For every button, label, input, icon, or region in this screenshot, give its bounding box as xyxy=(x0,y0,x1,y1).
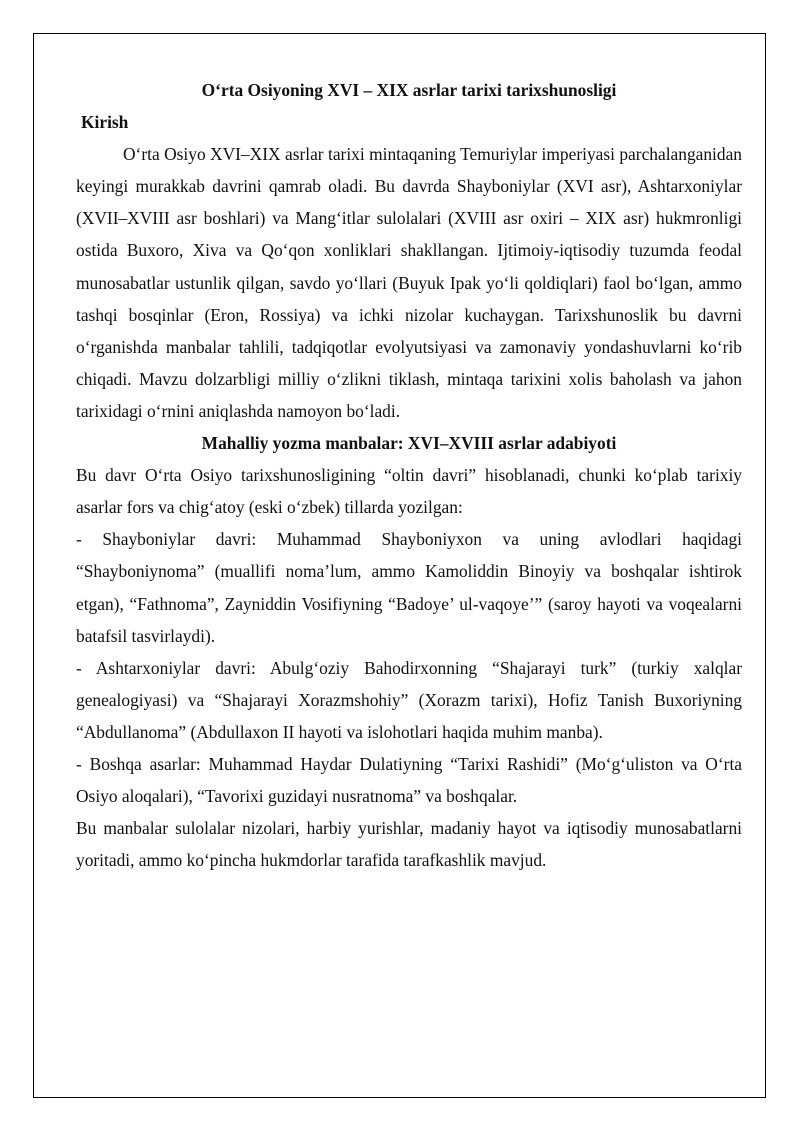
closing-paragraph: Bu manbalar sulolalar nizolari, harbiy yurishlar, madaniy hayot va iqtisodiy munosabatlarni yoritadi, ammo ko‘pincha hukmdorlar tarafida tarafkashlik mavjud. xyxy=(76,818,742,871)
document-title: O‘rta Osiyoning XVI – XIX asrlar tarixi tarixshunosligi xyxy=(201,80,617,100)
document-body xyxy=(76,74,742,876)
section-heading: Mahalliy yozma manbalar: XVI–XVIII asrlar adabiyoti xyxy=(201,433,617,454)
list-item-ashtarxoniylar: - Ashtarxoniylar davri: Abulg‘oziy Bahodirxonning “Shajarayi turk” (turkiy xalqlar genealogiyasi) va “Shajarayi Xorazmshohiy” (Xorazm tarixi), Hofiz Tanish Buxoriyning “Abdullanoma” (Abdullaxon II hayoti va islohotlari haqida muhim manba). xyxy=(76,657,742,742)
intro-heading: Kirish xyxy=(81,112,129,133)
list-item-shayboniylar: - Shayboniylar davri: Muhammad Shayboniyxon va uning avlodlari haqidagi “Shayboniynoma” (muallifi noma’lum, ammo Kamoliddin Binoyiy va boshqalar ishtirok etgan), “Fathnoma”, Zayniddin Vosifiyning “Badoye’ ul-vaqoye’” (saroy hayoti va voqealarni batafsil tasvirlaydi). xyxy=(76,529,742,646)
list-item-boshqa-asarlar: - Boshqa asarlar: Muhammad Haydar Dulatiyning “Tarixi Rashidi” (Mo‘g‘uliston va O‘rta Osiyo aloqalari), “Tavorixi guzidayi nusratnoma” va boshqalar. xyxy=(76,753,742,807)
section-intro-paragraph: Bu davr O‘rta Osiyo tarixshunosligining “oltin davri” hisoblanadi, chunki ko‘plab tarixiy asarlar fors va chig‘atoy (eski o‘zbek) tillarda yozilgan: xyxy=(76,465,742,518)
intro-paragraph: O‘rta Osiyo XVI–XIX asrlar tarixi mintaqaning Temuriylar imperiyasi parchalanganidan keyingi murakkab davrini qamrab oladi. Bu davrda Shayboniylar (XVI asr), Ashtarxoniylar (XVII–XVIII asr boshlari) va Mang‘itlar sulolalari (XVIII asr oxiri – XIX asr) hukmronligi ostida Buxoro, Xiva va Qo‘qon xonliklari shakllangan. Ijtimoiy-iqtisodiy tuzumda feodal munosabatlar ustunlik qilgan, savdo yo‘llari (Buyuk Ipak yo‘li qoldiqlari) faol bo‘lgan, ammo tashqi bosqinlar (Eron, Rossiya) va ichki nizolar kuchaygan. Tarixshunoslik bu davrni o‘rganishda manbalar tahlili, tadqiqotlar evolyutsiyasi va zamonaviy yondashuvlarni ko‘rib chiqadi. Mavzu dolzarbligi milliy o‘zlikni tiklash, mintaqa tarixini xolis baholash va jahon tarixidagi o‘rnini aniqlashda namoyon bo‘ladi. xyxy=(76,144,742,421)
